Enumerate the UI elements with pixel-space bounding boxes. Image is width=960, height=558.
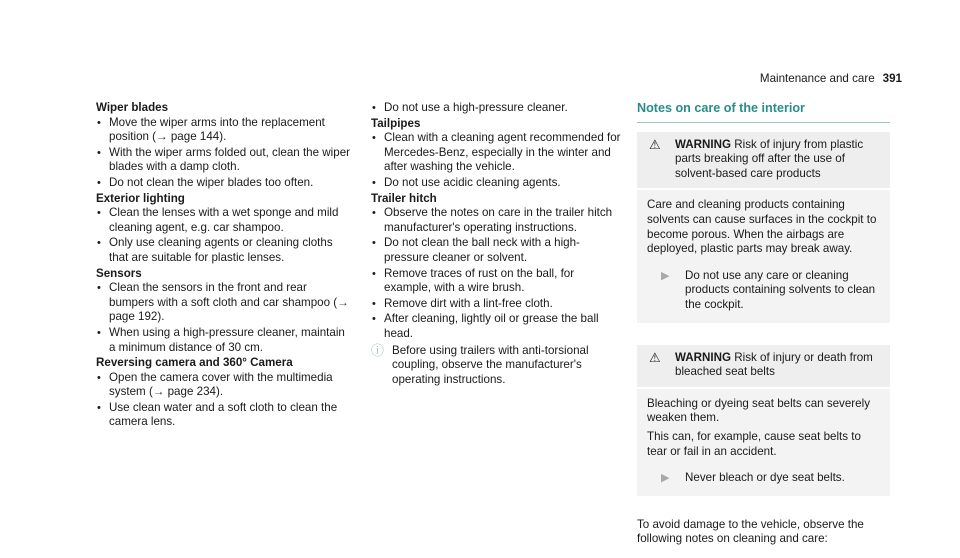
continued-list bbox=[371, 101, 623, 116]
warning-text: Care and cleaning products containing solvents can cause surfaces in the cockpit to become porous. When the airbags are deployed, plastic parts may break away. bbox=[647, 198, 877, 256]
list-item: • Observe the notes on care in the trailer hitch manufacturer's operating instructions. bbox=[371, 206, 623, 235]
warning-box-seat-belts bbox=[637, 345, 890, 496]
list-item: • Do not clean the wiper blades too often. bbox=[96, 176, 354, 191]
warning-body bbox=[637, 188, 890, 322]
warning-label: WARNING bbox=[675, 350, 732, 364]
sensors-title: Sensors bbox=[96, 266, 142, 280]
sensors-list bbox=[96, 281, 354, 355]
exterior-lighting-list bbox=[96, 206, 354, 265]
page-header bbox=[760, 72, 902, 87]
page-number: 391 bbox=[882, 72, 902, 85]
warning-box-plastic bbox=[637, 132, 890, 323]
list-item: • Use clean water and a soft cloth to clean the camera lens. bbox=[96, 401, 354, 430]
list-item: • Clean with a cleaning agent recommended for Mercedes-Benz, especially in the winter and after washing the vehicle. bbox=[371, 131, 623, 175]
header-title: Maintenance and care bbox=[759, 72, 875, 85]
trailer-hitch-title: Trailer hitch bbox=[371, 191, 437, 205]
list-item: • Remove traces of rust on the ball, for example, with a wire brush. bbox=[371, 267, 623, 296]
action-text: Do not use any care or cleaning products containing solvents to clean the cockpit. bbox=[685, 268, 876, 311]
column-middle bbox=[371, 101, 623, 387]
list-item: • Clean the lenses with a wet sponge and mild cleaning agent, e.g. car shampoo. bbox=[96, 206, 354, 235]
list-item: • When using a high-pressure cleaner, maintain a minimum distance of 30 cm. bbox=[96, 326, 354, 355]
list-item: • Move the wiper arms into the replacement position (→ page 144). bbox=[96, 116, 354, 145]
info-icon: ⓘ bbox=[371, 342, 385, 358]
footer-text: To avoid damage to the vehicle, observe the following notes on cleaning and care: bbox=[637, 517, 864, 546]
warning-header bbox=[637, 132, 890, 189]
camera-list bbox=[96, 371, 354, 430]
list-item: • With the wiper arms folded out, clean the wiper blades with a damp cloth. bbox=[96, 146, 354, 175]
trailer-hitch-list bbox=[371, 206, 623, 341]
warning-title: Risk of injury or death from bleached seat belts bbox=[675, 350, 873, 379]
warning-icon: ⚠ bbox=[649, 136, 661, 152]
column-right bbox=[637, 101, 890, 558]
list-item: • After cleaning, lightly oil or grease the ball head. bbox=[371, 312, 623, 341]
exterior-lighting-title: Exterior lighting bbox=[96, 191, 185, 205]
warning-title: Risk of injury from plastic parts breaking off after the use of solvent-based care products bbox=[675, 137, 864, 180]
action-text: Never bleach or dye seat belts. bbox=[685, 471, 845, 485]
list-item: • Do not clean the ball neck with a high-pressure cleaner or solvent. bbox=[371, 236, 623, 265]
list-item: • Only use cleaning agents or cleaning cloths that are suitable for plastic lenses. bbox=[96, 236, 354, 265]
section-heading: Notes on care of the interior bbox=[637, 101, 890, 123]
camera-title: Reversing camera and 360° Camera bbox=[96, 356, 293, 370]
tailpipes-title: Tailpipes bbox=[371, 116, 421, 130]
list-item: • Remove dirt with a lint-free cloth. bbox=[371, 297, 623, 312]
warning-label: WARNING bbox=[675, 137, 732, 151]
tailpipes-list bbox=[371, 131, 623, 190]
list-item: • Do not use a high-pressure cleaner. bbox=[371, 101, 623, 116]
play-arrow-icon: ▶ bbox=[661, 269, 670, 282]
list-item: • Open the camera cover with the multimedia system (→ page 234). bbox=[96, 371, 354, 400]
wiper-blades-list bbox=[96, 116, 354, 191]
list-item: • Do not use acidic cleaning agents. bbox=[371, 176, 623, 191]
warning-text: This can, for example, cause seat belts to tear or fail in an accident. bbox=[647, 429, 861, 458]
wiper-blades-title: Wiper blades bbox=[96, 101, 169, 114]
column-left bbox=[96, 101, 354, 431]
warning-header bbox=[637, 345, 890, 387]
list-item: • Clean the sensors in the front and rear bumpers with a soft cloth and car shampoo (→ page 192). bbox=[96, 281, 354, 325]
play-arrow-icon: ▶ bbox=[661, 472, 670, 485]
note-text: Before using trailers with anti-torsional coupling, observe the manufacturer's operating instructions. bbox=[392, 343, 589, 386]
info-note bbox=[371, 344, 623, 388]
warning-icon: ⚠ bbox=[649, 349, 661, 365]
warning-body bbox=[637, 387, 890, 496]
warning-action bbox=[647, 261, 880, 317]
warning-text: Bleaching or dyeing seat belts can severely weaken them. bbox=[647, 396, 870, 425]
warning-action bbox=[647, 463, 880, 490]
